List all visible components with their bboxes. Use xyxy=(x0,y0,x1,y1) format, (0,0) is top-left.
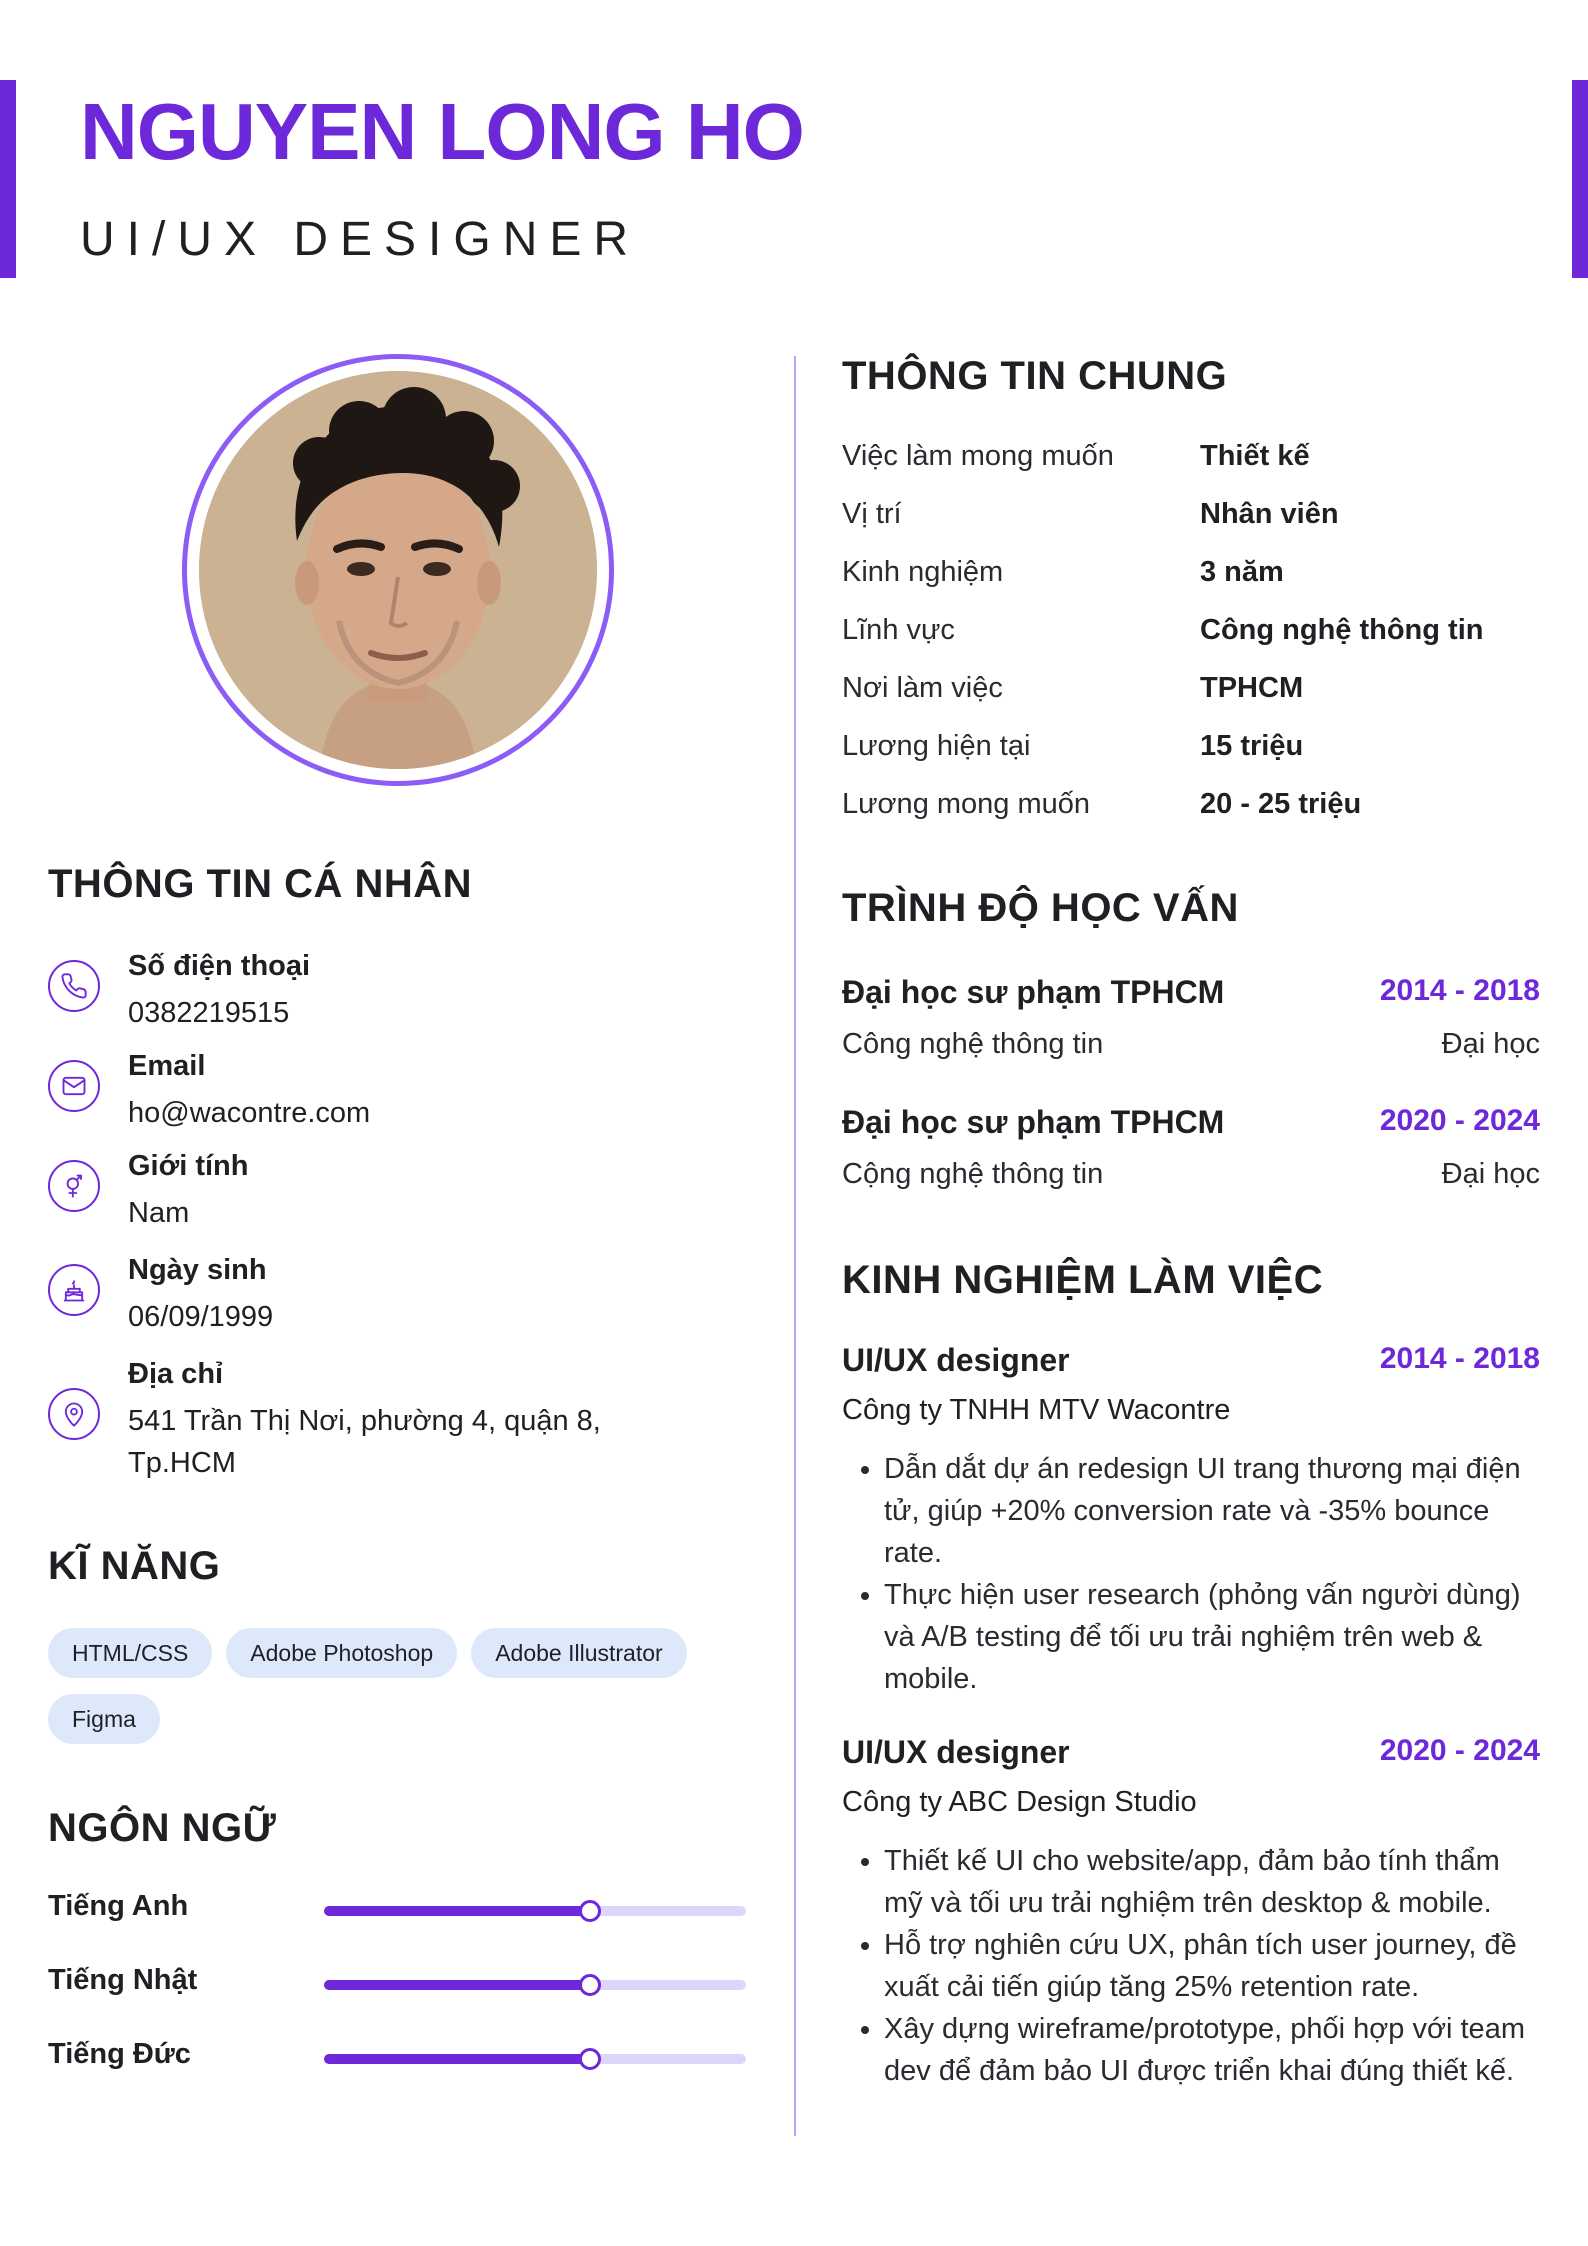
avatar xyxy=(199,371,597,769)
skills-title: KĨ NĂNG xyxy=(48,1544,221,1588)
job-years: 2020 - 2024 xyxy=(1379,1734,1540,1767)
contact-email xyxy=(48,1050,748,1140)
column-divider xyxy=(794,356,796,2136)
language-name: Tiếng Đức xyxy=(48,2038,191,2070)
accent-bar-right xyxy=(1572,80,1588,278)
accent-bar-left xyxy=(0,80,16,278)
education-degree: Đại học xyxy=(1441,1028,1540,1060)
candidate-role: UI/UX DESIGNER xyxy=(80,213,641,266)
language-name: Tiếng Anh xyxy=(48,1890,189,1922)
avatar-frame xyxy=(182,354,614,786)
phone-label: Số điện thoại xyxy=(128,950,311,982)
info-row-position xyxy=(842,498,1542,542)
skill-chip: Adobe Illustrator xyxy=(471,1628,686,1678)
email-value: ho@wacontre.com xyxy=(128,1097,371,1129)
job-company: Công ty ABC Design Studio xyxy=(842,1786,1197,1818)
job-company: Công ty TNHH MTV Wacontre xyxy=(842,1394,1231,1426)
info-label: Vị trí xyxy=(842,498,902,530)
job-bullets xyxy=(842,1840,1534,2092)
job-bullet: • Dẫn dắt dự án redesign UI trang thương mại điện tử, giúp +20% conversion rate và -35% bounce rate. xyxy=(884,1448,1534,1574)
language-level-fill xyxy=(324,1980,590,1990)
gender-label: Giới tính xyxy=(128,1150,249,1182)
job-title: UI/UX designer xyxy=(842,1342,1070,1378)
job-item xyxy=(842,1342,1540,1712)
info-value: 20 - 25 triệu xyxy=(1200,788,1362,820)
info-label: Lương hiện tại xyxy=(842,730,1031,762)
language-name: Tiếng Nhật xyxy=(48,1964,198,1996)
skill-chip: Adobe Photoshop xyxy=(226,1628,457,1678)
info-label: Kinh nghiệm xyxy=(842,556,1004,588)
education-school: Đại học sư phạm TPHCM xyxy=(842,1104,1225,1140)
language-level-knob xyxy=(579,2048,601,2070)
birthday-label: Ngày sinh xyxy=(128,1254,267,1286)
language-row xyxy=(48,1964,748,2004)
job-bullet: • Thực hiện user research (phỏng vấn người dùng) và A/B testing để tối ưu trải nghiệm trên web & mobile. xyxy=(884,1574,1534,1700)
phone-value: 0382219515 xyxy=(128,997,290,1029)
info-row-workplace xyxy=(842,672,1542,716)
experience-title: KINH NGHIỆM LÀM VIỆC xyxy=(842,1258,1324,1302)
info-value: TPHCM xyxy=(1200,672,1304,704)
info-label: Việc làm mong muốn xyxy=(842,440,1114,472)
education-major: Cộng nghệ thông tin xyxy=(842,1158,1104,1190)
general-info-title: THÔNG TIN CHUNG xyxy=(842,354,1228,398)
job-title: UI/UX designer xyxy=(842,1734,1070,1770)
language-level-track xyxy=(324,2054,746,2064)
language-level-fill xyxy=(324,1906,590,1916)
job-years: 2014 - 2018 xyxy=(1379,1342,1540,1375)
info-value: 3 năm xyxy=(1200,556,1284,588)
info-row-current-salary xyxy=(842,730,1542,774)
contact-address xyxy=(48,1358,748,1498)
education-item xyxy=(842,974,1540,1074)
job-bullet: • Hỗ trợ nghiên cứu UX, phân tích user journey, đề xuất cải tiến giúp tăng 25% retention rate. xyxy=(884,1924,1534,2008)
contact-phone xyxy=(48,950,748,1040)
phone-icon xyxy=(48,960,100,1012)
skill-chip: HTML/CSS xyxy=(48,1628,212,1678)
info-value: Nhân viên xyxy=(1200,498,1339,530)
skill-chip: Figma xyxy=(48,1694,160,1744)
info-row-field xyxy=(842,614,1542,658)
education-school: Đại học sư phạm TPHCM xyxy=(842,974,1225,1010)
info-row-expected-salary xyxy=(842,788,1542,832)
languages-title: NGÔN NGỮ xyxy=(48,1806,277,1850)
language-row xyxy=(48,2038,748,2078)
info-row-experience xyxy=(842,556,1542,600)
education-degree: Đại học xyxy=(1441,1158,1540,1190)
education-major: Công nghệ thông tin xyxy=(842,1028,1104,1060)
info-value: 15 triệu xyxy=(1200,730,1304,762)
education-item xyxy=(842,1104,1540,1204)
language-level-fill xyxy=(324,2054,590,2064)
candidate-name: NGUYEN LONG HO xyxy=(80,87,804,176)
education-years: 2014 - 2018 xyxy=(1379,974,1540,1007)
job-bullets xyxy=(842,1448,1534,1700)
contact-gender xyxy=(48,1150,748,1240)
info-value: Công nghệ thông tin xyxy=(1200,614,1484,646)
language-level-track xyxy=(324,1980,746,1990)
mail-icon xyxy=(48,1060,100,1112)
education-title: TRÌNH ĐỘ HỌC VẤN xyxy=(842,886,1239,930)
info-row-desired-job xyxy=(842,440,1542,484)
address-value: 541 Trần Thị Nơi, phường 4, quận 8, Tp.HCM xyxy=(128,1405,601,1479)
job-item xyxy=(842,1734,1540,2144)
skills-list xyxy=(48,1628,748,1760)
info-label: Nơi làm việc xyxy=(842,672,1003,704)
personal-info-title: THÔNG TIN CÁ NHÂN xyxy=(48,862,473,906)
gender-icon xyxy=(48,1160,100,1212)
cake-icon xyxy=(48,1264,100,1316)
contact-birthday xyxy=(48,1254,748,1344)
address-label: Địa chỉ xyxy=(128,1358,224,1390)
language-level-knob xyxy=(579,1900,601,1922)
job-bullet: • Xây dựng wireframe/prototype, phối hợp với team dev để đảm bảo UI được triển khai đúng thiết kế. xyxy=(884,2008,1534,2092)
gender-value: Nam xyxy=(128,1197,190,1229)
language-row xyxy=(48,1890,748,1930)
job-bullet: • Thiết kế UI cho website/app, đảm bảo tính thẩm mỹ và tối ưu trải nghiệm trên desktop & mobile. xyxy=(884,1840,1534,1924)
language-level-track xyxy=(324,1906,746,1916)
email-label: Email xyxy=(128,1050,206,1082)
info-label: Lương mong muốn xyxy=(842,788,1091,820)
language-level-knob xyxy=(579,1974,601,1996)
location-icon xyxy=(48,1388,100,1440)
birthday-value: 06/09/1999 xyxy=(128,1301,274,1333)
info-value: Thiết kế xyxy=(1200,440,1310,472)
info-label: Lĩnh vực xyxy=(842,614,955,646)
education-years: 2020 - 2024 xyxy=(1379,1104,1540,1137)
